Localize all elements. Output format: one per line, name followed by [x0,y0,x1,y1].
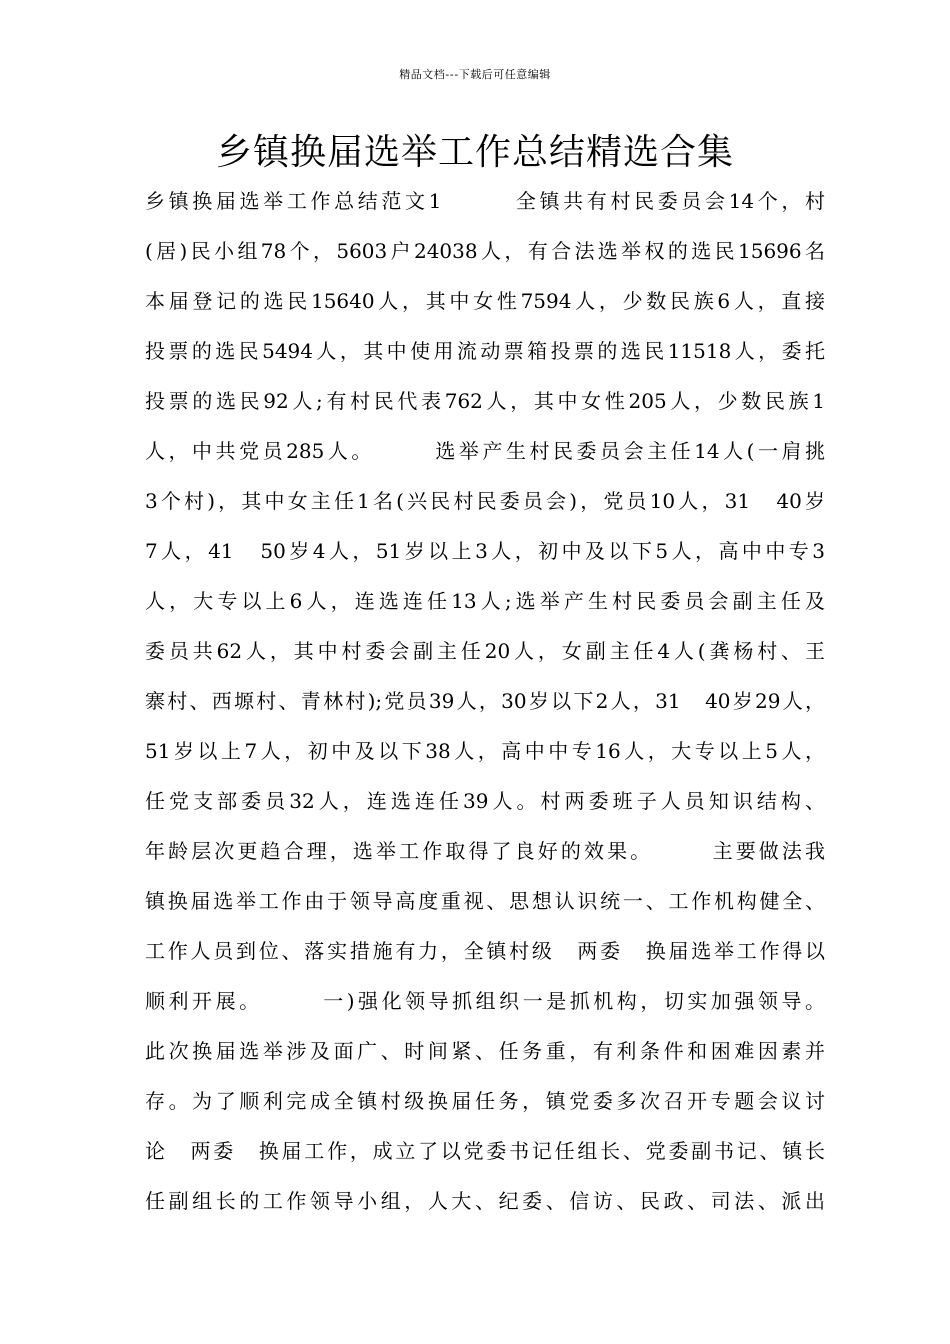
body-line: 投票的选民5494人，其中使用流动票箱投票的选民11518人，委托 [145,339,825,363]
body-line: 人，中共党员285人。 选举产生村民委员会主任14人(一肩挑 [145,439,825,463]
body-line: 任党支部委员32人，连选连任39人。村两委班子人员知识结构、 [145,789,825,813]
body-line: 3个村)，其中女主任1名(兴民村民委员会)，党员10人，31 40岁 [145,489,825,513]
body-line: 工作人员到位、落实措施有力，全镇村级 两委 换届选举工作得以 [145,939,825,963]
body-line: 乡镇换届选举工作总结范文1 全镇共有村民委员会14个，村 [145,189,825,213]
body-line: 委员共62人，其中村委会副主任20人，女副主任4人(龚杨村、王 [145,639,825,663]
body-line: 顺利开展。 一)强化领导抓组织一是抓机构，切实加强领导。 [145,989,825,1013]
body-line: 本届登记的选民15640人，其中女性7594人，少数民族6人，直接 [145,289,825,313]
body-line: (居)民小组78个，5603户24038人，有合法选举权的选民15696名 [145,239,825,263]
body-line: 投票的选民92人;有村民代表762人，其中女性205人，少数民族1 [145,389,825,413]
body-line: 51岁以上7人，初中及以下38人，高中中专16人，大专以上5人， [145,739,825,763]
body-line: 年龄层次更趋合理，选举工作取得了良好的效果。 主要做法我 [145,839,825,863]
body-line: 7人，41 50岁4人，51岁以上3人，初中及以下5人，高中中专3 [145,539,825,563]
body-line: 人，大专以上6人，连选连任13人;选举产生村民委员会副主任及 [145,589,825,613]
body-line: 存。为了顺利完成全镇村级换届任务，镇党委多次召开专题会议讨 [145,1089,825,1113]
header-note: 精品文档---下载后可任意编辑 [399,68,551,81]
body-line: 寨村、西塬村、青林村);党员39人，30岁以下2人，31 40岁29人， [145,689,825,713]
body-line: 任副组长的工作领导小组，人大、纪委、信访、民政、司法、派出 [145,1189,825,1213]
body-line: 此次换届选举涉及面广、时间紧、任务重，有利条件和困难因素并 [145,1039,825,1063]
document-title: 乡镇换届选举工作总结精选合集 [215,132,734,173]
body-line: 论 两委 换届工作，成立了以党委书记任组长、党委副书记、镇长 [145,1139,825,1163]
body-line: 镇换届选举工作由于领导高度重视、思想认识统一、工作机构健全、 [145,889,825,913]
